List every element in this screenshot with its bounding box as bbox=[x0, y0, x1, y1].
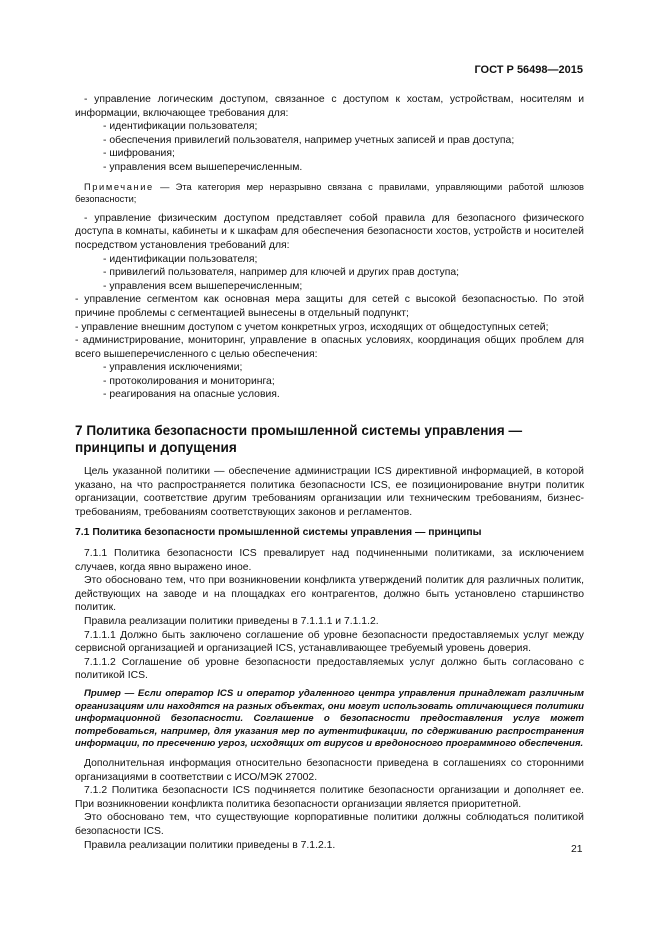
list-item: - обеспечения привилегий пользователя, например учетных записей и прав доступа; bbox=[103, 134, 515, 146]
section-7-heading: 7 Политика безопасности промышленной системы управления — принципы и допущения bbox=[75, 423, 523, 456]
paragraph: 7.1.1 Политика безопасности ICS превалирует над подчиненными политиками, за исключением случаев, когда явно выражено иное. bbox=[75, 548, 584, 573]
paragraph-physical-access: - управление физическим доступом представляет собой правила для безопасного физического доступа в комнаты, кабинеты и к шкафам для обеспечения безопасности хостов, устройств и носителей посредством установления требований для: bbox=[75, 212, 584, 251]
paragraph-segment-control: - управление сегментом как основная мера защиты для сетей с высокой безопасностью. По этой причине проблемы с сегментацией вынесены в отдельный подпункт; bbox=[75, 294, 584, 319]
list-item: - идентификации пользователя; bbox=[103, 121, 258, 133]
paragraph: Это обосновано тем, что при возникновении конфликта утверждений политик для различных политик, действующих на заводе и на площадках его контрагентов, должно быть установлено старшинство политик. bbox=[75, 575, 584, 614]
list-item: - управления исключениями; bbox=[103, 362, 243, 374]
paragraph: 7.1.2 Политика безопасности ICS подчиняется политике безопасности организации и дополняет ее. При возникновении конфликта политика безопасности организации является приоритетной. bbox=[75, 785, 584, 810]
list-item: - реагирования на опасные условия. bbox=[103, 389, 280, 401]
page-number: 21 bbox=[571, 844, 583, 855]
list-item: - привилегий пользователя, например для ключей и других прав доступа; bbox=[103, 267, 459, 279]
page-content bbox=[75, 93, 584, 852]
note-text: — Эта категория мер неразрывно связана с правилами, управляющими работой шлюзов безопасности; bbox=[75, 181, 584, 205]
paragraph-external-access: - управление внешним доступом с учетом конкретных угроз, исходящих от общедоступных сетей; bbox=[75, 321, 549, 333]
paragraph: Это обосновано тем, что существующие корпоративные политики должны соблюдаться политикой безопасности ICS. bbox=[75, 812, 584, 837]
list-item: - шифрования; bbox=[103, 148, 175, 160]
paragraph: 7.1.1.1 Должно быть заключено соглашение об уровне безопасности предоставляемых услуг между сервисной организацией и организацией ICS, устанавливающее требуемый уровень доверия. bbox=[75, 629, 584, 655]
note-paragraph bbox=[75, 181, 584, 206]
section-7-intro: Цель указанной политики — обеспечение администрации ICS директивной информацией, в которой указано, на что распространяется политика безопасности ICS, ее позиционирование внутри политик организации, соответствие другим требованиям организации или техническим требованиям, бизнес-требованиям, требованиям соответствующих законов и регламентов. bbox=[75, 466, 584, 518]
example-text: — Если оператор ICS и оператор удаленного центра управления принадлежат различным организациям или находятся на разных объектах, они могут использовать отличающиеся политики информационной безопасности. Соглашение о безопасности предоставления услуг может потребоваться, например, для указания мер по аутентификации, по сдерживанию распространения информации, по пресечению угроз, исходящих от вирусов и вредоносного программного обеспечения. bbox=[75, 687, 584, 750]
paragraph-logical-access: - управление логическим доступом, связанное с доступом к хостам, устройствам, носителям и информации, включающее требования для: bbox=[75, 94, 584, 119]
paragraph: Дополнительная информация относительно безопасности приведена в соглашениях со сторонними организациями в соответствии с ИСО/МЭК 27002. bbox=[75, 757, 584, 783]
paragraph-administration: - администрирование, мониторинг, управление в опасных условиях, координация общих проблем для всего вышеперечисленного с целью обеспечения: bbox=[75, 335, 584, 360]
note-label: Примечание bbox=[84, 181, 154, 192]
example-label: Пример bbox=[84, 687, 121, 699]
paragraph: 7.1.1.2 Соглашение об уровне безопасности предоставляемых услуг должно быть согласовано с политикой ICS. bbox=[75, 656, 584, 682]
list-item: - управления всем вышеперечисленным; bbox=[103, 280, 303, 292]
example-paragraph bbox=[75, 688, 584, 751]
section-7-1-heading: 7.1 Политика безопасности промышленной системы управления — принципы bbox=[75, 527, 482, 539]
document-id-header: ГОСТ Р 56498—2015 bbox=[474, 64, 583, 76]
list-item: - управления всем вышеперечисленным. bbox=[103, 161, 303, 173]
paragraph: Правила реализации политики приведены в 7.1.1.1 и 7.1.1.2. bbox=[84, 616, 379, 627]
list-item: - протоколирования и мониторинга; bbox=[103, 375, 275, 387]
paragraph: Правила реализации политики приведены в 7.1.2.1. bbox=[84, 839, 336, 851]
list-item: - идентификации пользователя; bbox=[103, 253, 258, 265]
